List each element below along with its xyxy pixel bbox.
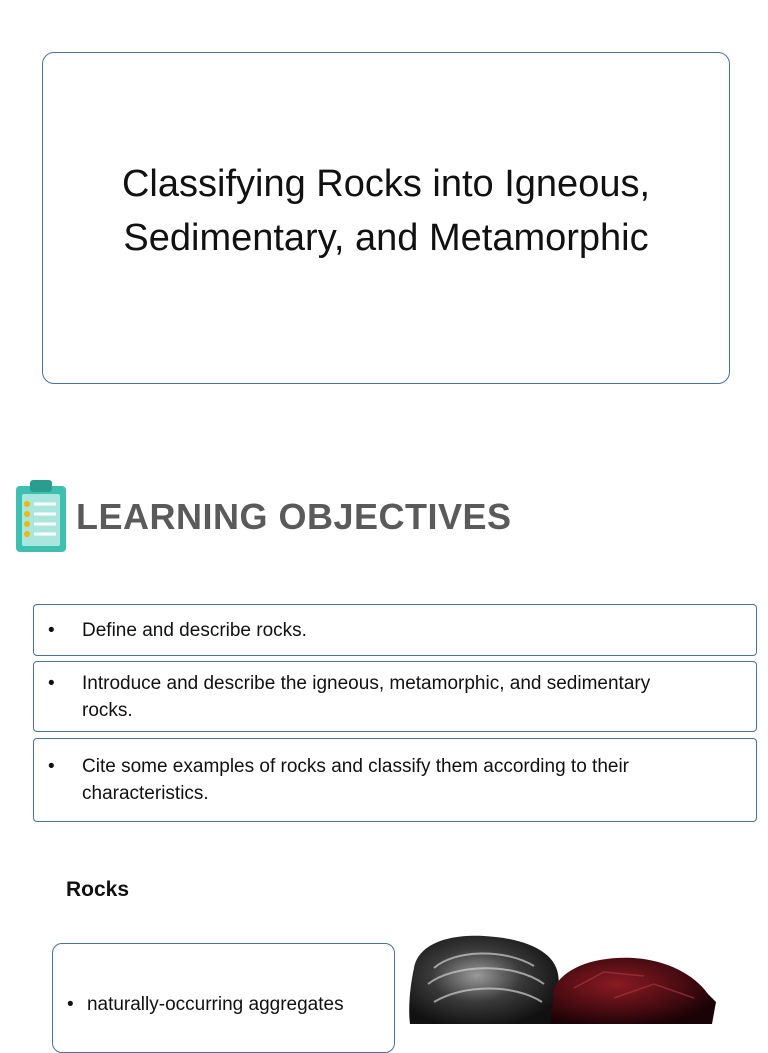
slide-title-line-1: Classifying Rocks into Igneous, [121, 163, 651, 205]
objective-text: Define and describe rocks. [82, 620, 307, 641]
objective-item-1 [33, 604, 757, 656]
rocks-heading: Rocks [66, 878, 130, 901]
rock-definition-text: naturally-occurring aggregates [86, 994, 344, 1015]
bullet: • [48, 756, 55, 777]
bullet: • [48, 620, 55, 641]
rock-definition-box [52, 943, 395, 1053]
objective-text-line-1: Introduce and describe the igneous, metamorphic, and sedimentary [82, 673, 651, 694]
bullet: • [67, 994, 74, 1015]
objective-text-line-2: characteristics. [82, 783, 209, 804]
learning-objectives-title: LEARNING OBJECTIVES [76, 496, 512, 537]
title-slide [42, 52, 730, 384]
rock-definition [67, 994, 344, 1016]
objective-text-line-2: rocks. [82, 700, 133, 721]
learning-objectives-header [14, 480, 512, 554]
objective-item-3 [33, 738, 757, 822]
slide-title-line-2: Sedimentary, and Metamorphic [123, 217, 649, 259]
bullet: • [48, 673, 55, 694]
slide-title [86, 157, 686, 265]
rock-samples-image [404, 928, 724, 1024]
objective-item-2 [33, 661, 757, 732]
clipboard-checklist-icon [14, 480, 68, 554]
objective-text-line-1: Cite some examples of rocks and classify them according to their [82, 756, 630, 777]
